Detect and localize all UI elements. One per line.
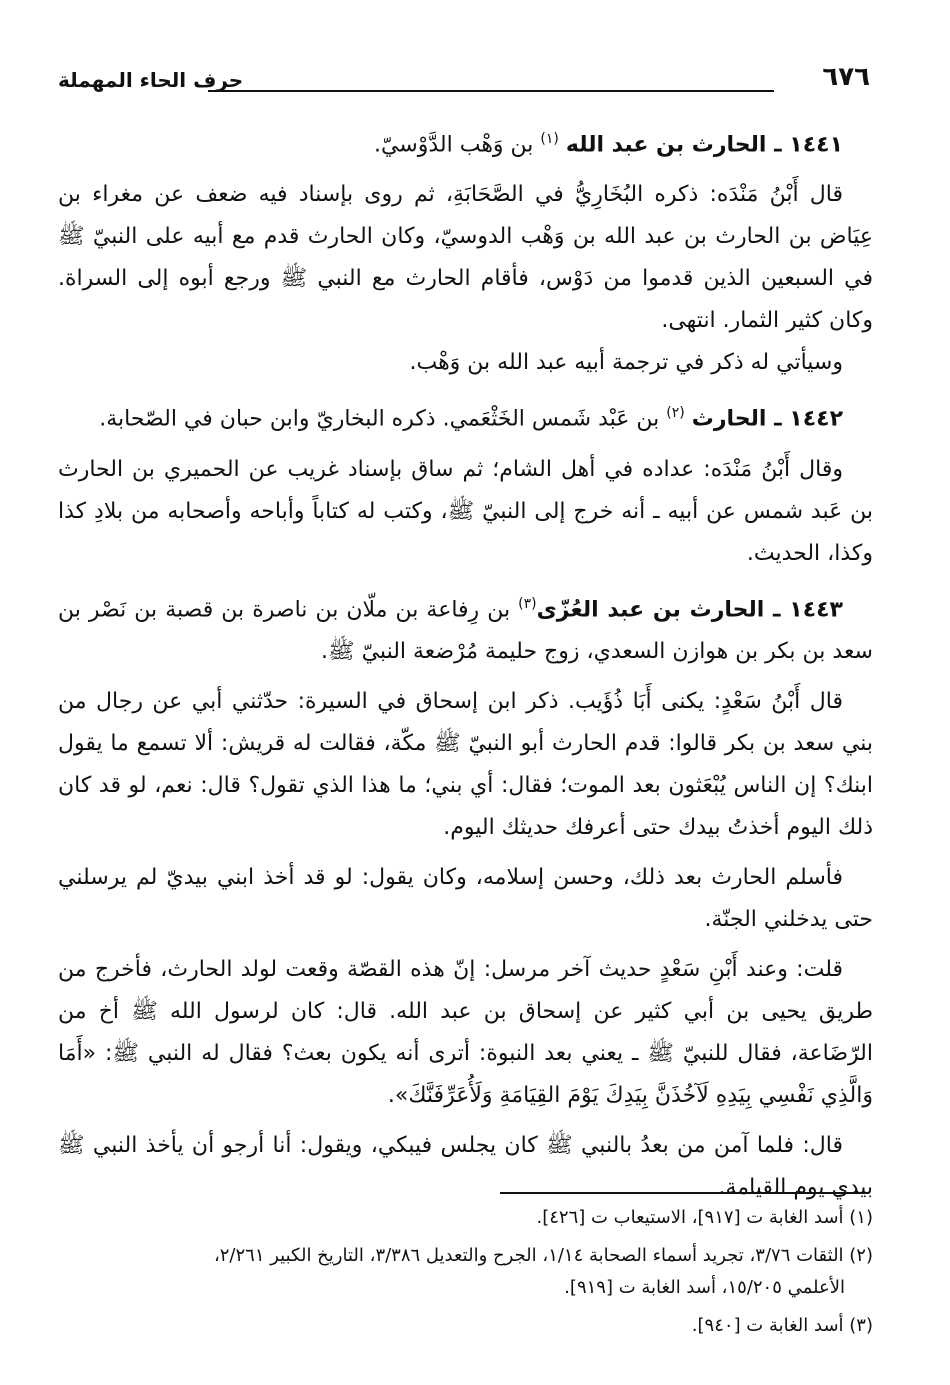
entry-1442: [58, 392, 873, 440]
entry-text: بن رِفاعة بن ملّان بن ناصرة بن قصبة بن نَصْر بن سعد بن بكر بن هوازن السعدي، زوج حليمة مُرْضعة النبيّ ﷺ.: [58, 596, 873, 664]
entry-text: بن عَبْد شَمس الخَثْعَمي. ذكره البخاريّ وابن حبان في الصّحابة.: [99, 406, 667, 432]
footnote-ref: (١): [540, 131, 559, 147]
paragraph: قلت: وعند أَبْنِ سَعْدٍ حديث آخر مرسل: إنّ هذه القصّة وقعت لولد الحارث، فأخرج من طريق يحيى بن أبي كثير عن إسحاق بن عبد الله. قال: كان لرسول الله ﷺ أخ من الرّضَاعة، فقال للنبيّ ﷺ ـ يعني بعد النبوة: أترى أنه يكون بعث؟ فقال له النبي ﷺ: «أَمَا وَالَّذِي نَفْسِي بِيَدِهِ لَآخُذَنَّ بِيَدِكَ يَوْمَ القِيَامَةِ وَلَأُعَرِّفَنَّكَ».: [58, 956, 873, 1108]
footnote-1: (١) أسد الغابة ت [٩١٧]، الاستيعاب ت [٤٢٦].: [536, 1207, 873, 1228]
entry-text: بن وَهْب الدَّوْسيّ.: [373, 132, 541, 158]
paragraph: قال: فلما آمن من بعدُ بالنبي ﷺ كان يجلس فيبكي، ويقول: أنا أرجو أن يأخذ النبي ﷺ بيدي يوم القيامة.: [58, 1132, 873, 1200]
paragraph: وسيأتي له ذكر في ترجمة أبيه عبد الله بن وَهْب.: [409, 350, 843, 376]
page-header: [58, 62, 870, 102]
paragraph: قال أَبْنُ مَنْدَه: ذكره البُخَارِيُّ في الصَّحَابَةِ، ثم روى بإسناد فيه ضعف عن مغراء بن عِيَاض بن الحارث بن عبد الله بن وَهْب الدوسيّ، وكان الحارث قدم مع أبيه على النبيّ ﷺ في السبعين الذين قدموا من دَوْس، فأقام الحارث مع النبي ﷺ ورجع أبوه إلى السراة. وكان كثير الثمار. انتهى.: [58, 182, 873, 334]
entry-1443: [58, 583, 873, 673]
page-number: ٦٧٦: [822, 62, 870, 92]
footnote-2: (٢) الثقات ٣/٧٦، تجريد أسماء الصحابة ١/١٤، الجرح والتعديل ٣/٣٨٦، التاريخ الكبير ٢/٢٦١،: [213, 1245, 873, 1266]
footnote-ref: (٣): [518, 595, 537, 612]
footnote-2-continued: الأعلمي ١٥/٢٠٥، أسد الغابة ت [٩١٩].: [564, 1277, 845, 1298]
header-rule: [208, 90, 774, 92]
running-title: حرف الحاء المهملة: [58, 68, 244, 92]
footnote-ref: (٢): [666, 405, 685, 422]
entry-heading: ١٤٤١ ـ الحارث بن عبد الله: [565, 132, 843, 158]
footnote-3: (٣) أسد الغابة ت [٩٤٠].: [691, 1315, 873, 1336]
entry-1441: [58, 118, 873, 166]
footnotes: [58, 1202, 873, 1342]
paragraph: وقال أَبْنُ مَنْدَه: عداده في أهل الشام؛ ثم ساق بإسناد غريب عن الحميري بن الحارث بن عَبد شمس عن أبيه ـ أنه خرج إلى النبيّ ﷺ، وكتب له كتاباً وأباحه وأصحابه من بلادِ كذا وكذا، الحديث.: [58, 456, 873, 566]
main-text: [58, 118, 873, 1209]
paragraph: فأسلم الحارث بعد ذلك، وحسن إسلامه، وكان يقول: لو قد أخذ ابني بيديّ لم يرسلني حتى يدخلني الجنّة.: [58, 864, 873, 932]
entry-heading: ١٤٤٢ ـ الحارث: [691, 406, 843, 432]
entry-heading: ١٤٤٣ ـ الحارث بن عبد العُزّى: [536, 596, 843, 622]
footnote-separator: [500, 1192, 865, 1194]
paragraph: قال أَبْنُ سَعْدٍ: يكنى أَبَا ذُؤَيب. ذكر ابن إسحاق في السيرة: حدّثني أبي عن رجال من بني سعد بن بكر قالوا: قدم الحارث أبو النبيّ ﷺ مكّة، فقالت له قريش: ألا تسمع ما يقول ابنك؟ إن الناس يُبْعَثون بعد الموت؛ فقال: أي بني؛ ما هذا الذي تقول؟ قال: نعم، لو قد كان ذلك اليوم أخذتُ بيدك حتى أعرفك حديثك اليوم.: [58, 688, 873, 840]
